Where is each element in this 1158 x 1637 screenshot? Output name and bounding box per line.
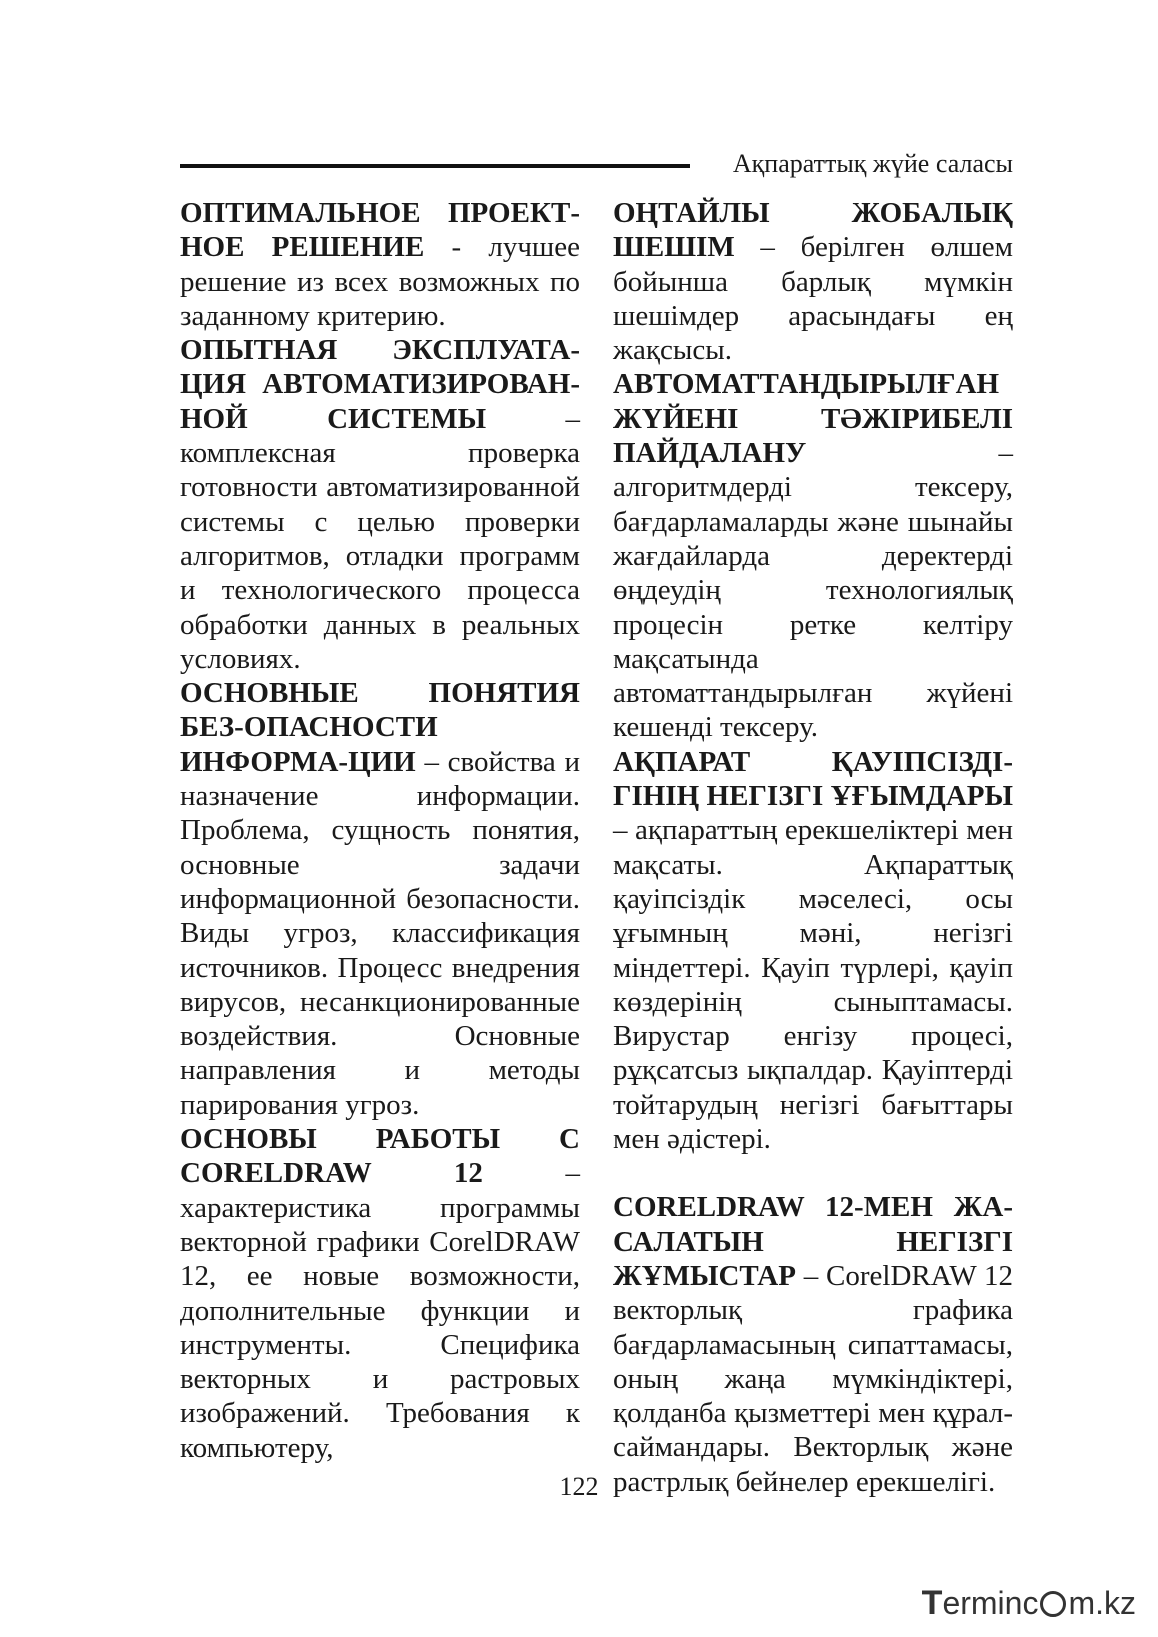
page-number: 122 bbox=[559, 1472, 599, 1501]
glossary-entry bbox=[613, 745, 1013, 1157]
site-watermark bbox=[922, 1583, 1136, 1623]
entry-definition: – берілген өлшем бойынша барлық мүмкін шешімдер арасындағы ең жақсысы. bbox=[613, 231, 1013, 367]
left-column bbox=[180, 196, 580, 1465]
glossary-entry bbox=[180, 333, 580, 676]
glossary-entry bbox=[180, 1122, 580, 1465]
glossary-entry bbox=[613, 1190, 1013, 1499]
entry-term: АВТОМАТТАНДЫРЫЛҒАН ЖҮЙЕНІ ТӘЖІРИБЕЛІ ПАЙДАЛАНУ bbox=[613, 368, 1013, 470]
entry-term: ОСНОВЫ РАБОТЫ С CORELDRAW 12 bbox=[180, 1123, 580, 1190]
header-title: Ақпараттық жүйе саласы bbox=[732, 149, 1013, 178]
entry-term: АҚПАРАТ ҚАУІПСІЗДІ-ГІНІҢ НЕГІЗГІ ҰҒЫМДАРЫ bbox=[613, 745, 1013, 813]
entry-term: CORELDRAW 12-МЕН ЖА-САЛАТЫН НЕГІЗГІ ЖҰМЫСТАР bbox=[613, 1191, 1013, 1292]
glossary-entry bbox=[180, 196, 580, 333]
glossary-entry bbox=[613, 367, 1013, 744]
header-rule bbox=[180, 164, 690, 168]
glossary-entry bbox=[180, 676, 580, 1122]
watermark-part2: m.kz bbox=[1068, 1585, 1136, 1621]
entry-spacer bbox=[613, 1156, 1013, 1190]
watermark-t: T bbox=[921, 1584, 943, 1622]
entry-definition: – CorelDRAW 12 векторлық графика бағдарламасының сипаттамасы, оның жаңа мүмкіндіктері, қолданба қызметтері мен құрал-саймандары. Векторлық және растрлық бейнелер ерекшелігі. bbox=[613, 1259, 1013, 1498]
entry-definition: – свойства и назначение информации. Проблема, сущность понятия, основные задачи информационной безопасности. Виды угроз, классификация источников. Процесс внедрения вирусов, несанкционированные воздействия. Основные направления и методы парирования угроз. bbox=[180, 745, 580, 1121]
entry-term: ОСНОВНЫЕ ПОНЯТИЯ БЕЗ-ОПАСНОСТИ ИНФОРМА-ЦИИ bbox=[180, 677, 580, 778]
entry-definition: – характеристика программы векторной графики CorelDRAW 12, ее новые возможности, дополнительные функции и инструменты. Специфика векторных и растровых изображений. Требования к компьютеру, bbox=[180, 1157, 580, 1464]
entry-definition: – алгоритмдерді тексеру, бағдарламаларды және шынайы жағдайларда деректерді өңдеудің технологиялық процесін ретке келтіру мақсатында автоматтандырылған жүйені кешенді тексеру. bbox=[613, 437, 1013, 744]
glossary-entry bbox=[613, 196, 1013, 367]
running-header bbox=[180, 146, 1013, 186]
watermark-part1: erminc bbox=[942, 1585, 1039, 1621]
entry-term: ОПЫТНАЯ ЭКСПЛУАТА-ЦИЯ АВТОМАТИЗИРОВАН-НОЙ СИСТЕМЫ bbox=[180, 334, 580, 435]
entry-definition: – комплексная проверка готовности автоматизированной системы с целью проверки алгоритмов, отладки программ и технологического процесса обработки данных в реальных условиях. bbox=[180, 402, 580, 675]
entry-definition: – ақпараттың ерекшеліктері мен мақсаты. Ақпараттық қауіпсіздік мәселесі, осы ұғымның мәні, негізгі міндеттері. Қауіп түрлері, қауіп көздерінің сыныптамасы. Вирустар енгізу процесі, рұқсатсыз ықпалдар. Қауіптерді тойтарудың негізгі бағыттары мен әдістері. bbox=[613, 814, 1013, 1156]
watermark-o-icon bbox=[1040, 1591, 1066, 1617]
entry-term: ОПТИМАЛЬНОЕ ПРОЕКТ-НОЕ РЕШЕНИЕ bbox=[180, 197, 580, 264]
entry-definition: - лучшее решение из всех возможных по заданному критерию. bbox=[180, 231, 580, 332]
right-column bbox=[613, 196, 1013, 1499]
entry-term: ОҢТАЙЛЫ ЖОБАЛЫҚ ШЕШІМ bbox=[613, 197, 1013, 264]
